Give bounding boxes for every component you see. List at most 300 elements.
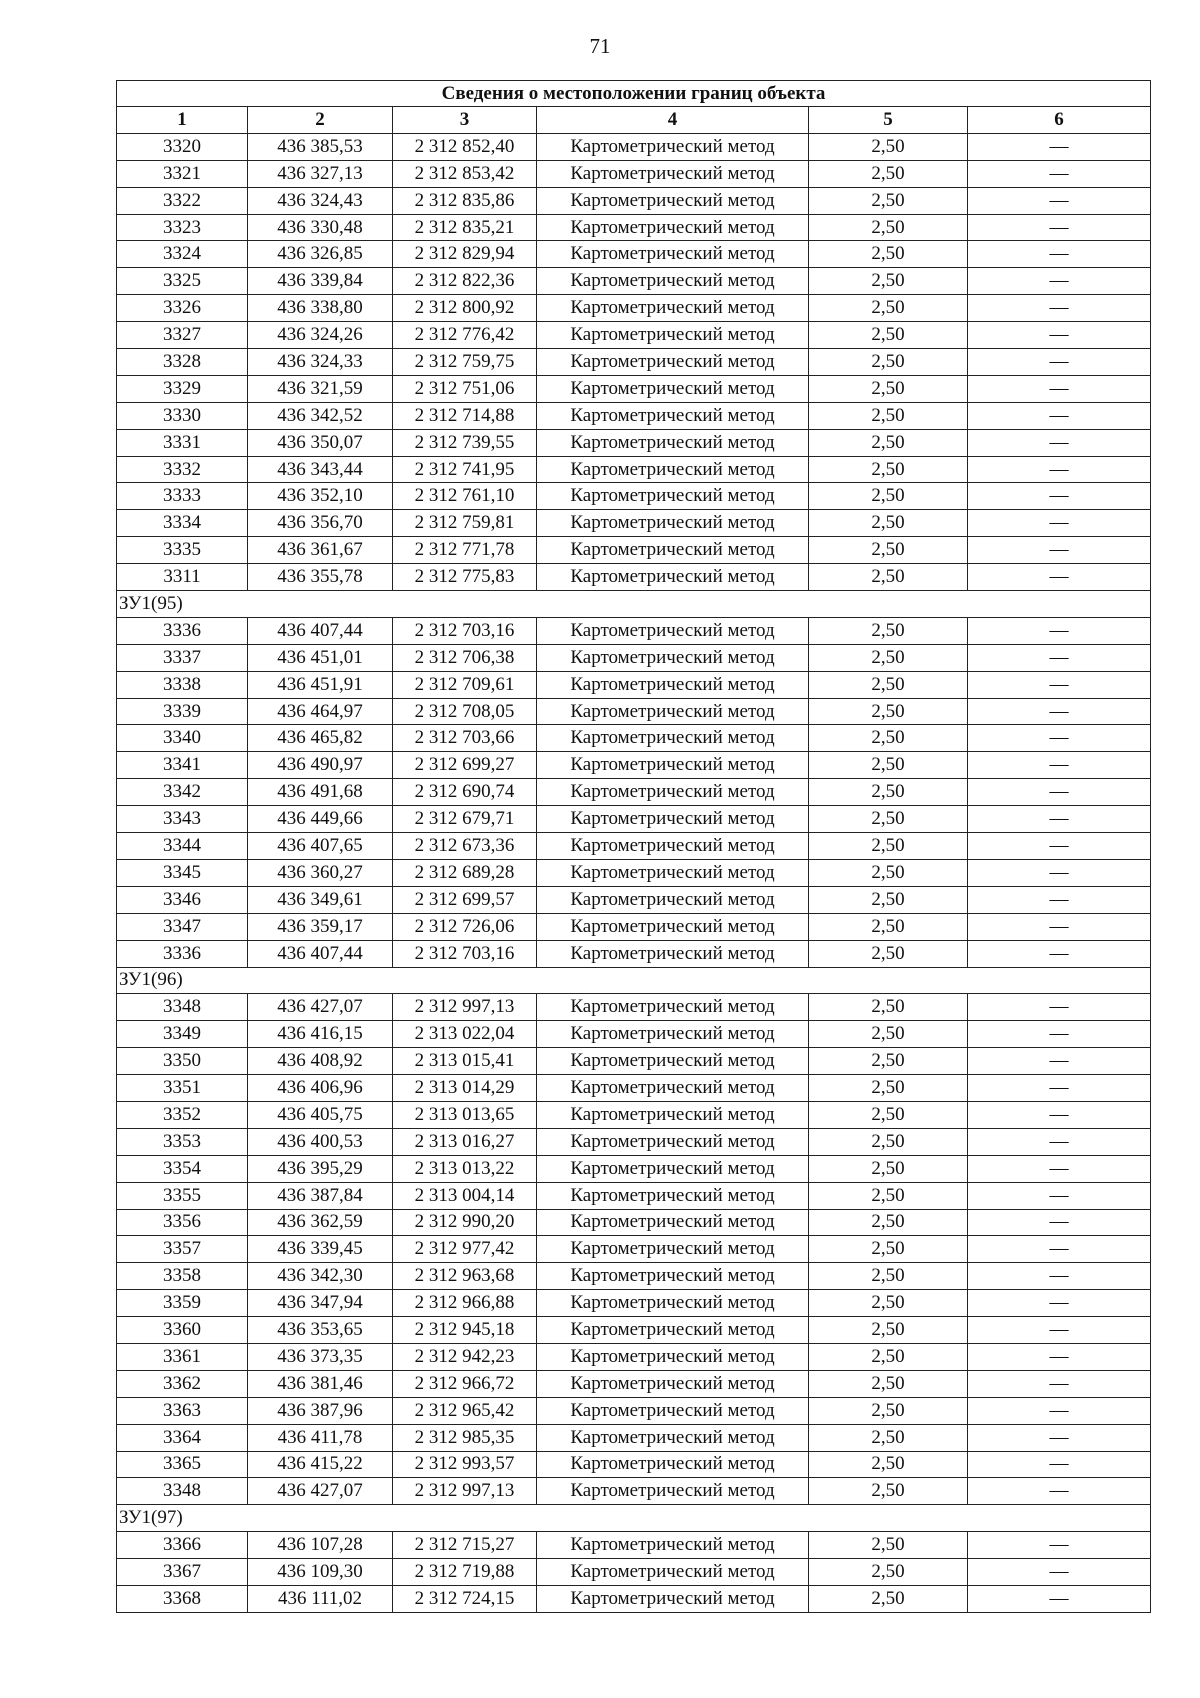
table-row (117, 886, 1151, 913)
x-coordinate-cell: 436 347,94 (248, 1290, 393, 1317)
point-number-cell: 3357 (117, 1236, 248, 1263)
x-coordinate-cell: 436 415,22 (248, 1451, 393, 1478)
y-coordinate-cell: 2 312 706,38 (393, 644, 537, 671)
y-coordinate-cell: 2 312 726,06 (393, 913, 537, 940)
table-row (117, 564, 1151, 591)
description-cell: — (968, 779, 1151, 806)
x-coordinate-cell: 436 353,65 (248, 1317, 393, 1344)
y-coordinate-cell: 2 312 822,36 (393, 268, 537, 295)
y-coordinate-cell: 2 313 022,04 (393, 1021, 537, 1048)
method-cell: Картометрический метод (537, 1101, 809, 1128)
table-row (117, 644, 1151, 671)
table-row (117, 160, 1151, 187)
method-cell: Картометрический метод (537, 1263, 809, 1290)
method-cell: Картометрический метод (537, 1424, 809, 1451)
precision-cell: 2,50 (809, 1532, 968, 1559)
method-cell: Картометрический метод (537, 940, 809, 967)
description-cell: — (968, 913, 1151, 940)
description-cell: — (968, 537, 1151, 564)
point-number-cell: 3366 (117, 1532, 248, 1559)
method-cell: Картометрический метод (537, 779, 809, 806)
method-cell: Картометрический метод (537, 859, 809, 886)
precision-cell: 2,50 (809, 214, 968, 241)
point-number-cell: 3353 (117, 1128, 248, 1155)
table-row (117, 537, 1151, 564)
x-coordinate-cell: 436 405,75 (248, 1101, 393, 1128)
y-coordinate-cell: 2 312 703,16 (393, 617, 537, 644)
point-number-cell: 3338 (117, 671, 248, 698)
precision-cell: 2,50 (809, 859, 968, 886)
boundary-table (116, 80, 1151, 1613)
x-coordinate-cell: 436 343,44 (248, 456, 393, 483)
point-number-cell: 3326 (117, 295, 248, 322)
method-cell: Картометрический метод (537, 833, 809, 860)
point-number-cell: 3350 (117, 1048, 248, 1075)
precision-cell: 2,50 (809, 510, 968, 537)
method-cell: Картометрический метод (537, 725, 809, 752)
method-cell: Картометрический метод (537, 698, 809, 725)
description-cell: — (968, 1048, 1151, 1075)
table-row (117, 1075, 1151, 1102)
precision-cell: 2,50 (809, 1559, 968, 1586)
description-cell: — (968, 375, 1151, 402)
precision-cell: 2,50 (809, 187, 968, 214)
table-row (117, 295, 1151, 322)
y-coordinate-cell: 2 312 724,15 (393, 1585, 537, 1612)
group-row (117, 967, 1151, 994)
x-coordinate-cell: 436 407,44 (248, 617, 393, 644)
x-coordinate-cell: 436 361,67 (248, 537, 393, 564)
method-cell: Картометрический метод (537, 214, 809, 241)
y-coordinate-cell: 2 312 775,83 (393, 564, 537, 591)
y-coordinate-cell: 2 312 997,13 (393, 994, 537, 1021)
y-coordinate-cell: 2 312 679,71 (393, 806, 537, 833)
description-cell: — (968, 806, 1151, 833)
y-coordinate-cell: 2 312 703,16 (393, 940, 537, 967)
x-coordinate-cell: 436 350,07 (248, 429, 393, 456)
description-cell: — (968, 859, 1151, 886)
precision-cell: 2,50 (809, 268, 968, 295)
column-header: 1 (117, 107, 248, 134)
point-number-cell: 3323 (117, 214, 248, 241)
point-number-cell: 3347 (117, 913, 248, 940)
y-coordinate-cell: 2 312 966,88 (393, 1290, 537, 1317)
description-cell: — (968, 187, 1151, 214)
table-row (117, 1343, 1151, 1370)
point-number-cell: 3332 (117, 456, 248, 483)
x-coordinate-cell: 436 324,43 (248, 187, 393, 214)
description-cell: — (968, 994, 1151, 1021)
description-cell: — (968, 1451, 1151, 1478)
method-cell: Картометрический метод (537, 1585, 809, 1612)
point-number-cell: 3325 (117, 268, 248, 295)
point-number-cell: 3354 (117, 1155, 248, 1182)
x-coordinate-cell: 436 408,92 (248, 1048, 393, 1075)
description-cell: — (968, 1478, 1151, 1505)
group-label: ЗУ1(95) (117, 591, 1151, 618)
precision-cell: 2,50 (809, 160, 968, 187)
y-coordinate-cell: 2 312 945,18 (393, 1317, 537, 1344)
point-number-cell: 3368 (117, 1585, 248, 1612)
description-cell: — (968, 1021, 1151, 1048)
description-cell: — (968, 671, 1151, 698)
description-cell: — (968, 1532, 1151, 1559)
description-cell: — (968, 1209, 1151, 1236)
y-coordinate-cell: 2 312 673,36 (393, 833, 537, 860)
point-number-cell: 3340 (117, 725, 248, 752)
y-coordinate-cell: 2 312 759,75 (393, 349, 537, 376)
precision-cell: 2,50 (809, 1317, 968, 1344)
x-coordinate-cell: 436 330,48 (248, 214, 393, 241)
precision-cell: 2,50 (809, 537, 968, 564)
method-cell: Картометрический метод (537, 1559, 809, 1586)
table-row (117, 1021, 1151, 1048)
x-coordinate-cell: 436 339,45 (248, 1236, 393, 1263)
precision-cell: 2,50 (809, 671, 968, 698)
description-cell: — (968, 429, 1151, 456)
table-row (117, 752, 1151, 779)
table-caption-row (117, 81, 1151, 107)
y-coordinate-cell: 2 312 963,68 (393, 1263, 537, 1290)
precision-cell: 2,50 (809, 1397, 968, 1424)
x-coordinate-cell: 436 464,97 (248, 698, 393, 725)
description-cell: — (968, 886, 1151, 913)
description-cell: — (968, 1263, 1151, 1290)
point-number-cell: 3359 (117, 1290, 248, 1317)
precision-cell: 2,50 (809, 456, 968, 483)
description-cell: — (968, 1559, 1151, 1586)
table-row (117, 322, 1151, 349)
precision-cell: 2,50 (809, 617, 968, 644)
x-coordinate-cell: 436 451,91 (248, 671, 393, 698)
method-cell: Картометрический метод (537, 1128, 809, 1155)
x-coordinate-cell: 436 339,84 (248, 268, 393, 295)
method-cell: Картометрический метод (537, 564, 809, 591)
column-header: 5 (809, 107, 968, 134)
point-number-cell: 3342 (117, 779, 248, 806)
precision-cell: 2,50 (809, 295, 968, 322)
description-cell: — (968, 1343, 1151, 1370)
x-coordinate-cell: 436 427,07 (248, 1478, 393, 1505)
point-number-cell: 3336 (117, 617, 248, 644)
point-number-cell: 3311 (117, 564, 248, 591)
description-cell: — (968, 833, 1151, 860)
table-row (117, 1532, 1151, 1559)
column-header: 3 (393, 107, 537, 134)
method-cell: Картометрический метод (537, 187, 809, 214)
x-coordinate-cell: 436 111,02 (248, 1585, 393, 1612)
point-number-cell: 3329 (117, 375, 248, 402)
point-number-cell: 3351 (117, 1075, 248, 1102)
description-cell: — (968, 1424, 1151, 1451)
description-cell: — (968, 456, 1151, 483)
x-coordinate-cell: 436 338,80 (248, 295, 393, 322)
table-row (117, 429, 1151, 456)
x-coordinate-cell: 436 352,10 (248, 483, 393, 510)
table-row (117, 1370, 1151, 1397)
precision-cell: 2,50 (809, 1101, 968, 1128)
point-number-cell: 3355 (117, 1182, 248, 1209)
group-label: ЗУ1(96) (117, 967, 1151, 994)
method-cell: Картометрический метод (537, 1343, 809, 1370)
table-row (117, 1317, 1151, 1344)
y-coordinate-cell: 2 312 776,42 (393, 322, 537, 349)
description-cell: — (968, 133, 1151, 160)
description-cell: — (968, 752, 1151, 779)
method-cell: Картометрический метод (537, 349, 809, 376)
y-coordinate-cell: 2 312 985,35 (393, 1424, 537, 1451)
y-coordinate-cell: 2 312 835,21 (393, 214, 537, 241)
x-coordinate-cell: 436 406,96 (248, 1075, 393, 1102)
method-cell: Картометрический метод (537, 1478, 809, 1505)
x-coordinate-cell: 436 416,15 (248, 1021, 393, 1048)
column-header: 4 (537, 107, 809, 134)
method-cell: Картометрический метод (537, 133, 809, 160)
precision-cell: 2,50 (809, 806, 968, 833)
method-cell: Картометрический метод (537, 402, 809, 429)
table-row (117, 510, 1151, 537)
y-coordinate-cell: 2 312 852,40 (393, 133, 537, 160)
table-row (117, 1128, 1151, 1155)
point-number-cell: 3356 (117, 1209, 248, 1236)
point-number-cell: 3335 (117, 537, 248, 564)
table-row (117, 1048, 1151, 1075)
point-number-cell: 3360 (117, 1317, 248, 1344)
x-coordinate-cell: 436 381,46 (248, 1370, 393, 1397)
table-row (117, 617, 1151, 644)
y-coordinate-cell: 2 312 690,74 (393, 779, 537, 806)
point-number-cell: 3364 (117, 1424, 248, 1451)
precision-cell: 2,50 (809, 833, 968, 860)
table-row (117, 833, 1151, 860)
point-number-cell: 3337 (117, 644, 248, 671)
description-cell: — (968, 1155, 1151, 1182)
y-coordinate-cell: 2 313 013,65 (393, 1101, 537, 1128)
precision-cell: 2,50 (809, 1478, 968, 1505)
point-number-cell: 3321 (117, 160, 248, 187)
description-cell: — (968, 725, 1151, 752)
precision-cell: 2,50 (809, 752, 968, 779)
point-number-cell: 3334 (117, 510, 248, 537)
description-cell: — (968, 268, 1151, 295)
precision-cell: 2,50 (809, 483, 968, 510)
y-coordinate-cell: 2 312 990,20 (393, 1209, 537, 1236)
method-cell: Картометрический метод (537, 375, 809, 402)
description-cell: — (968, 1585, 1151, 1612)
description-cell: — (968, 1101, 1151, 1128)
table-row (117, 1559, 1151, 1586)
y-coordinate-cell: 2 312 977,42 (393, 1236, 537, 1263)
precision-cell: 2,50 (809, 349, 968, 376)
y-coordinate-cell: 2 312 835,86 (393, 187, 537, 214)
precision-cell: 2,50 (809, 1343, 968, 1370)
y-coordinate-cell: 2 312 703,66 (393, 725, 537, 752)
method-cell: Картометрический метод (537, 1451, 809, 1478)
x-coordinate-cell: 436 327,13 (248, 160, 393, 187)
point-number-cell: 3322 (117, 187, 248, 214)
table-row (117, 994, 1151, 1021)
description-cell: — (968, 510, 1151, 537)
method-cell: Картометрический метод (537, 1048, 809, 1075)
x-coordinate-cell: 436 465,82 (248, 725, 393, 752)
precision-cell: 2,50 (809, 375, 968, 402)
description-cell: — (968, 322, 1151, 349)
precision-cell: 2,50 (809, 1209, 968, 1236)
y-coordinate-cell: 2 312 689,28 (393, 859, 537, 886)
method-cell: Картометрический метод (537, 241, 809, 268)
x-coordinate-cell: 436 356,70 (248, 510, 393, 537)
description-cell: — (968, 698, 1151, 725)
point-number-cell: 3367 (117, 1559, 248, 1586)
y-coordinate-cell: 2 312 997,13 (393, 1478, 537, 1505)
precision-cell: 2,50 (809, 698, 968, 725)
y-coordinate-cell: 2 312 715,27 (393, 1532, 537, 1559)
point-number-cell: 3348 (117, 994, 248, 1021)
table-row (117, 1101, 1151, 1128)
precision-cell: 2,50 (809, 994, 968, 1021)
method-cell: Картометрический метод (537, 644, 809, 671)
point-number-cell: 3344 (117, 833, 248, 860)
point-number-cell: 3365 (117, 1451, 248, 1478)
precision-cell: 2,50 (809, 1290, 968, 1317)
column-header: 2 (248, 107, 393, 134)
description-cell: — (968, 940, 1151, 967)
table-row (117, 1451, 1151, 1478)
x-coordinate-cell: 436 490,97 (248, 752, 393, 779)
precision-cell: 2,50 (809, 913, 968, 940)
table-row (117, 1155, 1151, 1182)
method-cell: Картометрический метод (537, 1155, 809, 1182)
precision-cell: 2,50 (809, 1263, 968, 1290)
table-row (117, 940, 1151, 967)
precision-cell: 2,50 (809, 1585, 968, 1612)
y-coordinate-cell: 2 312 709,61 (393, 671, 537, 698)
point-number-cell: 3346 (117, 886, 248, 913)
y-coordinate-cell: 2 312 699,27 (393, 752, 537, 779)
y-coordinate-cell: 2 312 708,05 (393, 698, 537, 725)
table-row (117, 1290, 1151, 1317)
method-cell: Картометрический метод (537, 886, 809, 913)
method-cell: Картометрический метод (537, 1317, 809, 1344)
x-coordinate-cell: 436 107,28 (248, 1532, 393, 1559)
precision-cell: 2,50 (809, 241, 968, 268)
point-number-cell: 3363 (117, 1397, 248, 1424)
description-cell: — (968, 349, 1151, 376)
group-row (117, 591, 1151, 618)
x-coordinate-cell: 436 385,53 (248, 133, 393, 160)
x-coordinate-cell: 436 411,78 (248, 1424, 393, 1451)
table-row (117, 349, 1151, 376)
x-coordinate-cell: 436 349,61 (248, 886, 393, 913)
precision-cell: 2,50 (809, 429, 968, 456)
precision-cell: 2,50 (809, 644, 968, 671)
x-coordinate-cell: 436 342,30 (248, 1263, 393, 1290)
point-number-cell: 3331 (117, 429, 248, 456)
y-coordinate-cell: 2 312 942,23 (393, 1343, 537, 1370)
y-coordinate-cell: 2 312 829,94 (393, 241, 537, 268)
precision-cell: 2,50 (809, 322, 968, 349)
table-row (117, 698, 1151, 725)
table-row (117, 1397, 1151, 1424)
precision-cell: 2,50 (809, 1236, 968, 1263)
table-row (117, 214, 1151, 241)
table-row (117, 1478, 1151, 1505)
point-number-cell: 3327 (117, 322, 248, 349)
x-coordinate-cell: 436 355,78 (248, 564, 393, 591)
y-coordinate-cell: 2 312 759,81 (393, 510, 537, 537)
table-row (117, 913, 1151, 940)
x-coordinate-cell: 436 491,68 (248, 779, 393, 806)
precision-cell: 2,50 (809, 1451, 968, 1478)
x-coordinate-cell: 436 451,01 (248, 644, 393, 671)
y-coordinate-cell: 2 313 015,41 (393, 1048, 537, 1075)
precision-cell: 2,50 (809, 1182, 968, 1209)
x-coordinate-cell: 436 387,84 (248, 1182, 393, 1209)
table-row (117, 402, 1151, 429)
point-number-cell: 3352 (117, 1101, 248, 1128)
point-number-cell: 3361 (117, 1343, 248, 1370)
x-coordinate-cell: 436 342,52 (248, 402, 393, 429)
precision-cell: 2,50 (809, 564, 968, 591)
x-coordinate-cell: 436 407,65 (248, 833, 393, 860)
description-cell: — (968, 1236, 1151, 1263)
group-row (117, 1505, 1151, 1532)
table-row (117, 671, 1151, 698)
method-cell: Картометрический метод (537, 1209, 809, 1236)
description-cell: — (968, 644, 1151, 671)
table-row (117, 1236, 1151, 1263)
page-number: 71 (589, 34, 611, 58)
point-number-cell: 3341 (117, 752, 248, 779)
method-cell: Картометрический метод (537, 1532, 809, 1559)
description-cell: — (968, 214, 1151, 241)
method-cell: Картометрический метод (537, 671, 809, 698)
method-cell: Картометрический метод (537, 1236, 809, 1263)
method-cell: Картометрический метод (537, 456, 809, 483)
y-coordinate-cell: 2 312 771,78 (393, 537, 537, 564)
table-caption: Сведения о местоположении границ объекта (117, 81, 1151, 107)
description-cell: — (968, 483, 1151, 510)
method-cell: Картометрический метод (537, 483, 809, 510)
table-row (117, 806, 1151, 833)
x-coordinate-cell: 436 360,27 (248, 859, 393, 886)
point-number-cell: 3348 (117, 1478, 248, 1505)
x-coordinate-cell: 436 373,35 (248, 1343, 393, 1370)
x-coordinate-cell: 436 326,85 (248, 241, 393, 268)
method-cell: Картометрический метод (537, 806, 809, 833)
y-coordinate-cell: 2 312 993,57 (393, 1451, 537, 1478)
precision-cell: 2,50 (809, 133, 968, 160)
point-number-cell: 3333 (117, 483, 248, 510)
table-row (117, 725, 1151, 752)
x-coordinate-cell: 436 427,07 (248, 994, 393, 1021)
method-cell: Картометрический метод (537, 268, 809, 295)
y-coordinate-cell: 2 312 699,57 (393, 886, 537, 913)
description-cell: — (968, 1075, 1151, 1102)
x-coordinate-cell: 436 400,53 (248, 1128, 393, 1155)
table-row (117, 1424, 1151, 1451)
group-label: ЗУ1(97) (117, 1505, 1151, 1532)
table-header-row (117, 107, 1151, 134)
method-cell: Картометрический метод (537, 1370, 809, 1397)
table-row (117, 133, 1151, 160)
y-coordinate-cell: 2 312 719,88 (393, 1559, 537, 1586)
method-cell: Картометрический метод (537, 617, 809, 644)
method-cell: Картометрический метод (537, 994, 809, 1021)
table-row (117, 241, 1151, 268)
method-cell: Картометрический метод (537, 160, 809, 187)
precision-cell: 2,50 (809, 402, 968, 429)
